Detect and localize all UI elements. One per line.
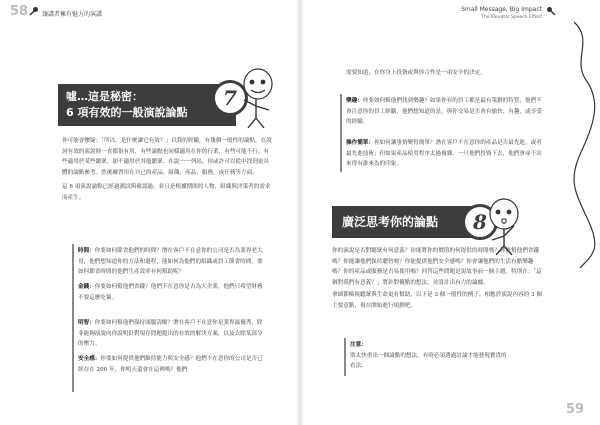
item-text: 你如何讓事情變得簡單？潛在客戶不在意你的產品是否最先進，或者最先進技術；但如果產品使用程序太過複雜，一旦他們投資下去，他們會尋不出來得有誰來為的印象。 [346, 140, 542, 167]
intro-paragraph [62, 136, 274, 203]
list-item [346, 96, 542, 128]
item-label: 安全感： [78, 356, 101, 362]
section-title-line1: 噓…這是秘密： [66, 90, 143, 103]
note-rule [344, 338, 346, 376]
continued-paragraph: 需要知道，在你身上投資或與你合作是一項安全的決定。 [346, 70, 486, 76]
right-running-head [461, 6, 542, 22]
item-text: 你要如何幫他們找到樂趣？如果你有的員工都是最有策劃的特質，他們不會注意你的員工經驗，他們想知道的是，與你交易是否會有愉快、有趣，或享受的經驗。 [346, 98, 542, 125]
microphone-icon [29, 6, 39, 16]
item-text: 你要如何節省他們的時間？潛在客戶不在意你的公司是否為業界老大哥，他們想知道你的方法和過程，能如何為他們的組織或員工節省時間。要如何節省時間的他們生產效率有何幫助呢？ [78, 248, 263, 275]
item-label: 明智： [78, 320, 95, 326]
number-badge-7: 7 [212, 80, 248, 116]
right-page-number: 59 [565, 402, 584, 417]
note-label: 注意： [350, 342, 367, 348]
note-box [350, 340, 510, 372]
item-label: 時間： [78, 248, 95, 254]
left-running-head: 讓講者擁有魅力的演講 [42, 11, 103, 18]
item-text: 你要如何幫他們省錢？他們不在意你是否為大企業，他們只希望財務不要這麼吃緊。 [78, 284, 263, 301]
list-item [78, 318, 268, 350]
item-label: 金錢： [78, 284, 95, 290]
mascot-illustration [236, 66, 276, 130]
body-text: 你的演說是否對聽眾有何意義？你能將你的價值的何提供的時間嗎？你能幫他們省錢嗎？你能讓他們保持聰智嗎？你能提供他們安全感嗎？你會讓他們的生活有點樂趣嗎？你的產品或服務是否易使用嗎？回答這些問題是說故事前一個主題，特別在：「這個對我們有意義？」將針對優點的想法，並設計出有力的論據。 [332, 248, 542, 286]
list-item [346, 138, 542, 170]
list-item [78, 354, 268, 375]
number-badge-8: 8 [462, 204, 498, 240]
section-title-line2: 6 項有效的一般演說論點 [66, 106, 188, 119]
running-head-title: Small Message, Big Impact [461, 6, 542, 13]
item-label: 樂趣： [346, 98, 363, 104]
microphone-icon [546, 6, 556, 16]
item-rule [72, 244, 74, 392]
list-item [78, 282, 268, 303]
section-title-7 [58, 84, 236, 126]
intro-text: 你可能會懷疑：「所以，是什麼讓它有效？」以我的經驗，有幾個一般性的論點，在說詞有效的演說時一直都很有用，有些論點也同樣適用在你的行業，有些可能不行；有些適用於某些聽眾，卻不適用於其他聽眾。在說一一列出，你或許可以從中找到更具體的論點參考。然後練習用在自己的產品、組織、產品、服務，或任務等方面。 [62, 138, 272, 176]
body-paragraph [332, 246, 542, 311]
microphone-cord-decoration [570, 20, 598, 270]
left-page-number: 58 [10, 4, 29, 19]
item-rule [340, 94, 342, 172]
note-text: 別太快重出一個論點的想法，有時必須透過討論才能發現寶貴的看法。 [350, 352, 507, 369]
item-text: 你要如何幫他們保持頭腦清醒？潛在客戶不在意你是業界最優秀，除非能夠演說向你說明針對現存問題提出的有效的解決方案，以及去除某部分的壓力。 [78, 320, 263, 347]
list-item [78, 246, 268, 278]
item-label: 操作簡單： [346, 140, 374, 146]
running-head-subtitle: The Elevator Speech Effect [481, 15, 542, 20]
section-title-8: 廣泛思考你的論點 [332, 206, 482, 238]
intro-text-2: 這 6 項演說論點已經過測試與確認過，並且是根據期間的人物、組織與決策者的需求而產生。 [62, 184, 271, 201]
body-text-2: 拿細節檢視聽眾與生命更有幫助，以下是 3 個一般性的例子，相應於演說內容的 3 個主要意點，現在開始進行規劃吧。 [332, 292, 543, 309]
item-text: 你要如何提供他們維持能力與安全感？他們不在意你的公司是否已經存在 200 年，你明天還會在這裡嗎？他們 [78, 356, 263, 373]
